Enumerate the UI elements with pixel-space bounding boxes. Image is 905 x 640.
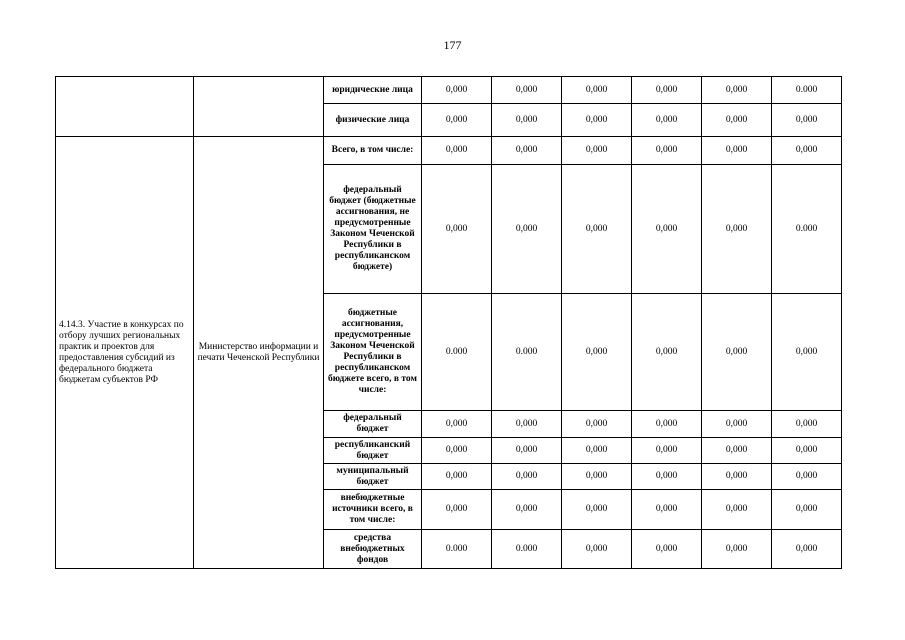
value-cell: 0,000	[632, 490, 702, 530]
value-cell: 0,000	[702, 294, 772, 411]
table-row	[56, 137, 842, 165]
budget-table	[55, 76, 842, 569]
value-cell: 0,000	[702, 464, 772, 490]
value-cell: 0,000	[632, 464, 702, 490]
source-cell: федеральный бюджет (бюджетные ассигнования, не предусмотренные Законом Чеченской Республики в республиканском бюджете)	[324, 165, 422, 294]
value-cell: 0,000	[632, 530, 702, 569]
value-cell: 0,000	[772, 294, 842, 411]
source-cell: внебюджетные источники всего, в том числе:	[324, 490, 422, 530]
value-cell: 0,000	[562, 294, 632, 411]
value-cell: 0,000	[702, 438, 772, 464]
value-cell: 0,000	[422, 490, 492, 530]
page-number: 177	[443, 38, 462, 52]
value-cell: 0,000	[492, 411, 562, 438]
value-cell: 0,000	[702, 137, 772, 165]
value-cell: 0,000	[492, 104, 562, 137]
value-cell: 0,000	[422, 137, 492, 165]
value-cell: 0.000	[772, 165, 842, 294]
value-cell: 0,000	[632, 438, 702, 464]
value-cell: 0,000	[632, 294, 702, 411]
value-cell: 0,000	[422, 104, 492, 137]
table-body	[56, 77, 842, 569]
value-cell: 0,000	[772, 411, 842, 438]
value-cell: 0,000	[562, 137, 632, 165]
value-cell: 0,000	[702, 165, 772, 294]
value-cell: 0.000	[422, 530, 492, 569]
value-cell: 0,000	[492, 165, 562, 294]
value-cell: 0,000	[492, 77, 562, 104]
value-cell: 0.000	[422, 294, 492, 411]
value-cell: 0,000	[632, 165, 702, 294]
source-cell: юридические лица	[324, 77, 422, 104]
value-cell: 0,000	[562, 464, 632, 490]
value-cell: 0,000	[702, 490, 772, 530]
value-cell: 0,000	[422, 464, 492, 490]
value-cell: 0,000	[422, 165, 492, 294]
empty-org-cell	[194, 77, 324, 137]
value-cell: 0,000	[562, 104, 632, 137]
source-cell: бюджетные ассигнования, предусмотренные Законом Чеченской Республики в республиканском бюджете всего, в том числе:	[324, 294, 422, 411]
value-cell: 0,000	[562, 438, 632, 464]
value-cell: 0.000	[772, 77, 842, 104]
value-cell: 0.000	[492, 530, 562, 569]
source-cell: Всего, в том числе:	[324, 137, 422, 165]
organization-cell: Министерство информации и печати Чеченской Республики	[194, 137, 324, 569]
value-cell: 0.000	[492, 294, 562, 411]
source-cell: физические лица	[324, 104, 422, 137]
value-cell: 0,000	[562, 165, 632, 294]
value-cell: 0,000	[632, 411, 702, 438]
value-cell: 0,000	[632, 77, 702, 104]
value-cell: 0,000	[492, 464, 562, 490]
empty-name-cell	[56, 77, 194, 137]
value-cell: 0,000	[422, 411, 492, 438]
source-cell: федеральный бюджет	[324, 411, 422, 438]
value-cell: 0,000	[772, 137, 842, 165]
value-cell: 0,000	[422, 438, 492, 464]
value-cell: 0,000	[772, 530, 842, 569]
value-cell: 0,000	[772, 438, 842, 464]
value-cell: 0,000	[772, 464, 842, 490]
item-name-cell: 4.14.3. Участие в конкурсах по отбору лучших региональных практик и проектов для предоставления субсидий из федерального бюджета бюджетам субъектов РФ	[56, 137, 194, 569]
source-cell: муниципальный бюджет	[324, 464, 422, 490]
value-cell: 0,000	[562, 77, 632, 104]
value-cell: 0,000	[562, 490, 632, 530]
value-cell: 0,000	[702, 77, 772, 104]
value-cell: 0,000	[702, 530, 772, 569]
value-cell: 0,000	[562, 530, 632, 569]
value-cell: 0,000	[772, 104, 842, 137]
source-cell: республиканский бюджет	[324, 438, 422, 464]
value-cell: 0,000	[562, 411, 632, 438]
value-cell: 0,000	[772, 490, 842, 530]
source-cell: средства внебюджетных фондов	[324, 530, 422, 569]
table-row	[56, 77, 842, 104]
value-cell: 0,000	[632, 137, 702, 165]
value-cell: 0,000	[632, 104, 702, 137]
value-cell: 0,000	[702, 411, 772, 438]
value-cell: 0,000	[422, 77, 492, 104]
value-cell: 0,000	[492, 438, 562, 464]
value-cell: 0,000	[492, 137, 562, 165]
value-cell: 0,000	[702, 104, 772, 137]
value-cell: 0,000	[492, 490, 562, 530]
